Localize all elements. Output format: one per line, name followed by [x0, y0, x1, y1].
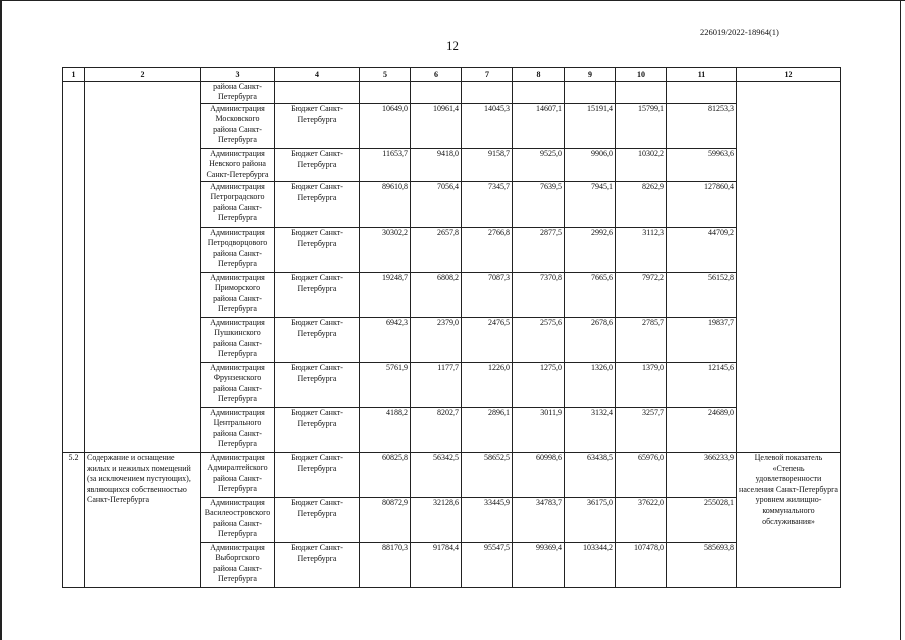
value-cell: 10302,2: [616, 149, 667, 182]
value-cell: 7087,3: [462, 273, 513, 318]
value-cell: 32128,6: [411, 498, 462, 543]
value-cell: 5761,9: [360, 363, 411, 408]
value-cell: 103344,2: [565, 543, 616, 588]
source-cell: Бюджет Санкт-Петербурга: [275, 182, 360, 228]
value-cell: 1379,0: [616, 363, 667, 408]
value-cell: 2476,5: [462, 318, 513, 363]
executor-cell: Администрация Петроградского района Санкт-Петербурга: [201, 182, 275, 228]
value-cell: 2992,6: [565, 228, 616, 273]
value-cell: 59963,6: [667, 149, 737, 182]
value-cell: 2877,5: [513, 228, 565, 273]
value-cell: 36175,0: [565, 498, 616, 543]
value-cell: 60998,6: [513, 453, 565, 498]
value-cell: 255028,1: [667, 498, 737, 543]
source-cell: Бюджет Санкт-Петербурга: [275, 543, 360, 588]
value-cell: [565, 82, 616, 104]
value-cell: [667, 82, 737, 104]
executor-cell: Администрация Центрального района Санкт-Петербурга: [201, 408, 275, 453]
source-cell: Бюджет Санкт-Петербурга: [275, 149, 360, 182]
source-cell: Бюджет Санкт-Петербурга: [275, 104, 360, 149]
value-cell: 7345,7: [462, 182, 513, 228]
value-cell: 80872,9: [360, 498, 411, 543]
value-cell: 3132,4: [565, 408, 616, 453]
value-cell: [513, 82, 565, 104]
value-cell: 7056,4: [411, 182, 462, 228]
source-cell: Бюджет Санкт-Петербурга: [275, 408, 360, 453]
header-row: [63, 68, 841, 82]
column-header: 11: [667, 68, 737, 82]
value-cell: 6942,3: [360, 318, 411, 363]
section-number-cell: 5.2: [63, 453, 85, 588]
value-cell: 4188,2: [360, 408, 411, 453]
value-cell: 10649,0: [360, 104, 411, 149]
table-row: [63, 82, 841, 104]
value-cell: 63438,5: [565, 453, 616, 498]
frame-left-edge: [0, 0, 2, 640]
value-cell: 7972,2: [616, 273, 667, 318]
value-cell: 9418,0: [411, 149, 462, 182]
value-cell: 3257,7: [616, 408, 667, 453]
executor-cell: Администрация Пушкинского района Санкт-Петербурга: [201, 318, 275, 363]
indicator-cell: [737, 82, 841, 453]
value-cell: 30302,2: [360, 228, 411, 273]
value-cell: 127860,4: [667, 182, 737, 228]
section-title-cell: Содержание и оснащение жилых и нежилых помещений (за исключением пустующих), являющихся собственностью Санкт-Петербурга: [85, 453, 201, 588]
value-cell: 14607,1: [513, 104, 565, 149]
value-cell: 6808,2: [411, 273, 462, 318]
value-cell: [462, 82, 513, 104]
item-title-cell: [85, 82, 201, 453]
value-cell: 58652,5: [462, 453, 513, 498]
column-header: 8: [513, 68, 565, 82]
value-cell: 33445,9: [462, 498, 513, 543]
value-cell: 7945,1: [565, 182, 616, 228]
value-cell: [360, 82, 411, 104]
value-cell: 107478,0: [616, 543, 667, 588]
source-cell: Бюджет Санкт-Петербурга: [275, 228, 360, 273]
value-cell: 9525,0: [513, 149, 565, 182]
document-number: 226019/2022-18964(1): [700, 27, 779, 37]
executor-cell: Администрация Фрунзенского района Санкт-Петербурга: [201, 363, 275, 408]
value-cell: 19837,7: [667, 318, 737, 363]
executor-cell: Администрация Адмиралтейского района Санкт-Петербурга: [201, 453, 275, 498]
source-cell: Бюджет Санкт-Петербурга: [275, 453, 360, 498]
column-header: 2: [85, 68, 201, 82]
value-cell: 1275,0: [513, 363, 565, 408]
executor-cell: Администрация Приморского района Санкт-Петербурга: [201, 273, 275, 318]
column-header: 10: [616, 68, 667, 82]
value-cell: 2766,8: [462, 228, 513, 273]
value-cell: 81253,3: [667, 104, 737, 149]
column-header: 6: [411, 68, 462, 82]
executor-cell: Администрация Петродворцового района Санкт-Петербурга: [201, 228, 275, 273]
value-cell: 7639,5: [513, 182, 565, 228]
column-header: 5: [360, 68, 411, 82]
column-header: 3: [201, 68, 275, 82]
value-cell: 24689,0: [667, 408, 737, 453]
value-cell: 34783,7: [513, 498, 565, 543]
value-cell: 366233,9: [667, 453, 737, 498]
value-cell: 7370,8: [513, 273, 565, 318]
value-cell: 8202,7: [411, 408, 462, 453]
table-row: [63, 453, 841, 498]
source-cell: Бюджет Санкт-Петербурга: [275, 498, 360, 543]
value-cell: 1326,0: [565, 363, 616, 408]
column-header: 4: [275, 68, 360, 82]
budget-table: [62, 67, 841, 588]
column-header: 9: [565, 68, 616, 82]
value-cell: 3011,9: [513, 408, 565, 453]
value-cell: 88170,3: [360, 543, 411, 588]
executor-cell: Администрация Московского района Санкт-Петербурга: [201, 104, 275, 149]
value-cell: 60825,8: [360, 453, 411, 498]
executor-cell: Администрация Невского района Санкт-Петербурга: [201, 149, 275, 182]
value-cell: 1177,7: [411, 363, 462, 408]
executor-cell: Администрация Василеостровского района Санкт-Петербурга: [201, 498, 275, 543]
value-cell: 2896,1: [462, 408, 513, 453]
source-cell: Бюджет Санкт-Петербурга: [275, 318, 360, 363]
executor-cell: Администрация Выборгского района Санкт-Петербурга: [201, 543, 275, 588]
value-cell: 56152,8: [667, 273, 737, 318]
item-number-cell: [63, 82, 85, 453]
source-cell: Бюджет Санкт-Петербурга: [275, 273, 360, 318]
value-cell: 12145,6: [667, 363, 737, 408]
value-cell: 7665,6: [565, 273, 616, 318]
column-header: 12: [737, 68, 841, 82]
value-cell: 95547,5: [462, 543, 513, 588]
value-cell: 3112,3: [616, 228, 667, 273]
value-cell: 2657,8: [411, 228, 462, 273]
value-cell: 65976,0: [616, 453, 667, 498]
value-cell: 19248,7: [360, 273, 411, 318]
value-cell: 99369,4: [513, 543, 565, 588]
value-cell: 2678,6: [565, 318, 616, 363]
value-cell: 10961,4: [411, 104, 462, 149]
executor-cell: района Санкт-Петербурга: [201, 82, 275, 104]
value-cell: 11653,7: [360, 149, 411, 182]
value-cell: 56342,5: [411, 453, 462, 498]
column-header: 1: [63, 68, 85, 82]
section-indicator-cell: Целевой показатель «Степень удовлетворенности населения Санкт-Петербурга уровнем жилищно-коммунального обслуживания»: [737, 453, 841, 588]
value-cell: 2785,7: [616, 318, 667, 363]
frame-right-edge: [900, 0, 901, 640]
value-cell: 2575,6: [513, 318, 565, 363]
value-cell: 2379,0: [411, 318, 462, 363]
value-cell: 9158,7: [462, 149, 513, 182]
value-cell: 37622,0: [616, 498, 667, 543]
value-cell: 14045,3: [462, 104, 513, 149]
value-cell: 9906,0: [565, 149, 616, 182]
source-cell: Бюджет Санкт-Петербурга: [275, 363, 360, 408]
frame-top-edge: [0, 0, 905, 1]
page-number: 12: [446, 38, 459, 53]
value-cell: 585693,8: [667, 543, 737, 588]
value-cell: 1226,0: [462, 363, 513, 408]
column-header: 7: [462, 68, 513, 82]
value-cell: 15191,4: [565, 104, 616, 149]
value-cell: [616, 82, 667, 104]
value-cell: 8262,9: [616, 182, 667, 228]
value-cell: 91784,4: [411, 543, 462, 588]
value-cell: [411, 82, 462, 104]
source-cell: [275, 82, 360, 104]
value-cell: 89610,8: [360, 182, 411, 228]
value-cell: 44709,2: [667, 228, 737, 273]
value-cell: 15799,1: [616, 104, 667, 149]
